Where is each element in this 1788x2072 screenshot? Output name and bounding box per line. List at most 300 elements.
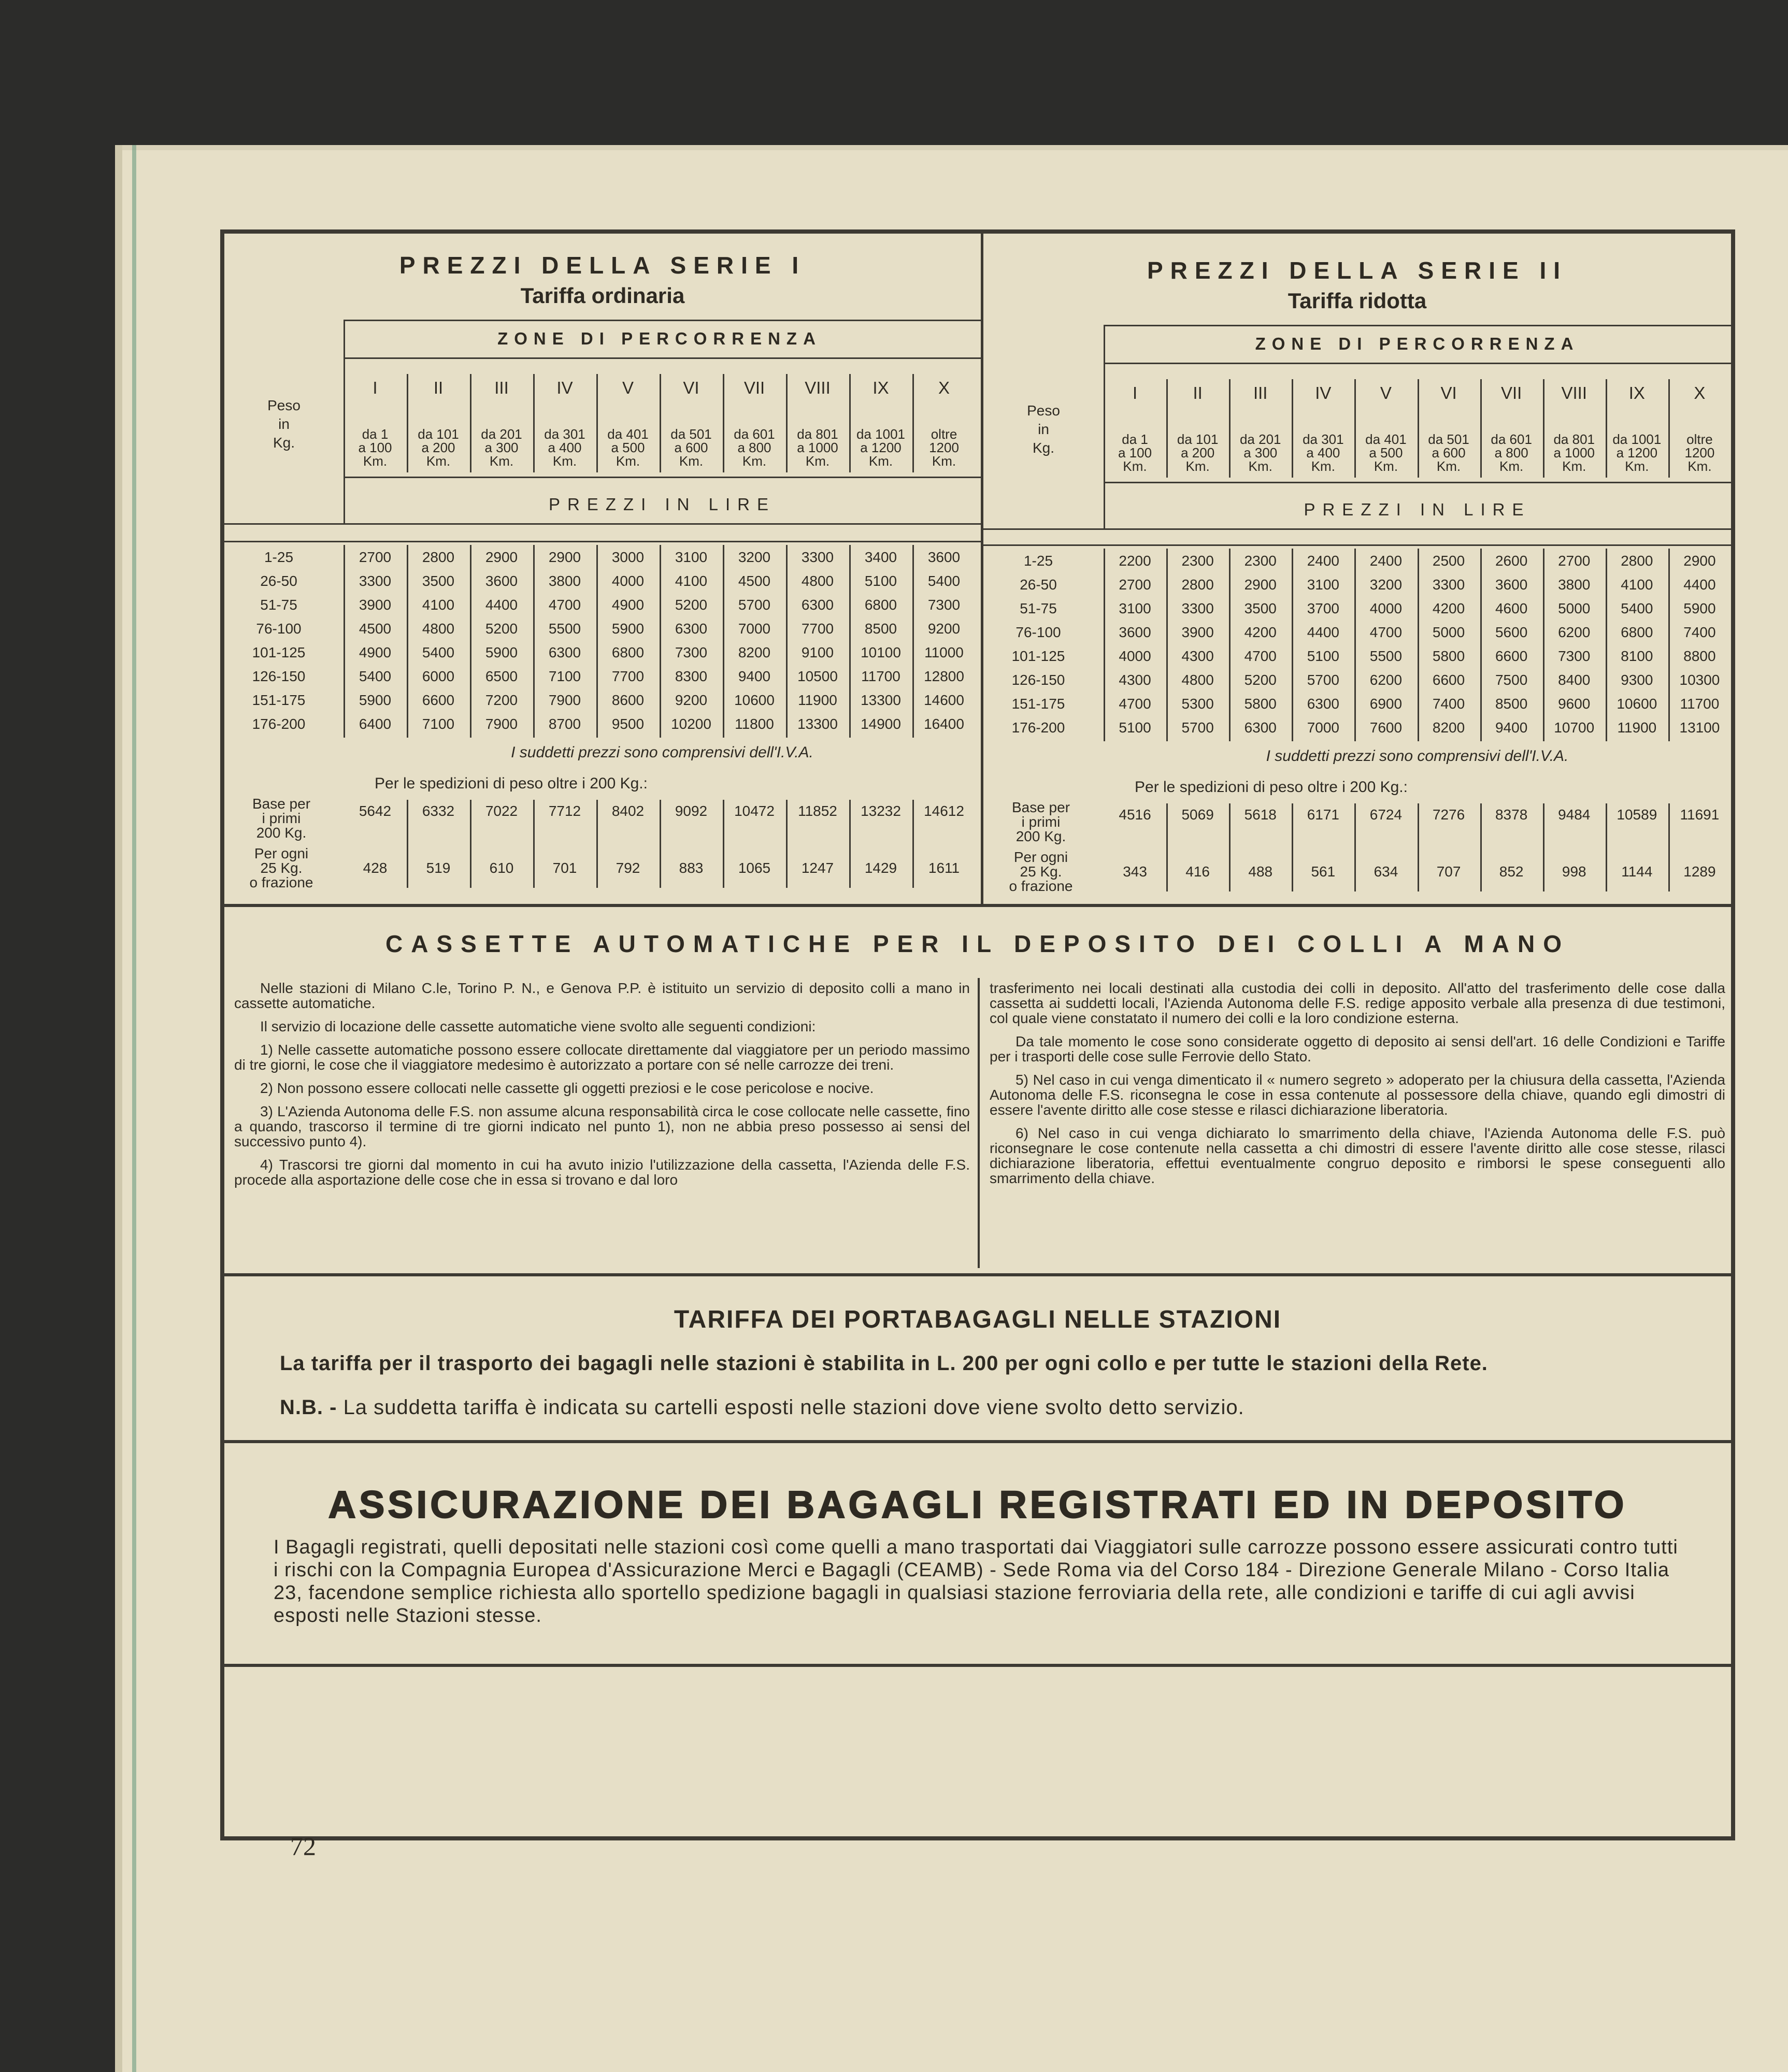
serie1-col-divider	[912, 374, 914, 472]
serie2-zone-range-3	[1229, 433, 1292, 473]
serie1-zone-8: VIII	[805, 378, 831, 397]
serie1-ogni-cell: 701	[552, 860, 577, 876]
serie2-range-line: Km.	[1374, 458, 1398, 474]
serie1-range-line: Km.	[489, 453, 514, 469]
serie1-base-cell: 5642	[359, 803, 392, 819]
serie1-range-line: oltre	[931, 426, 957, 442]
serie2-zone-range-6	[1418, 433, 1480, 473]
serie2-price-cell: 8200	[1432, 720, 1465, 736]
serie1-price-cell: 6500	[485, 668, 518, 684]
serie1-price-cell: 6000	[422, 668, 455, 684]
serie1-data-col-divider	[723, 545, 724, 738]
serie1-range-line: da 201	[481, 426, 522, 442]
serie2-title: PREZZI DELLA SERIE II	[1147, 257, 1568, 284]
cassette-paragraph: Da tale momento le cose sono considerate oggetto di deposito ai sensi dell'art. 16 delle Condizioni e Tariffe per i trasporti delle cose sulle Ferrovie dello Stato.	[990, 1033, 1725, 1064]
serie1-peso-label	[224, 396, 344, 452]
serie2-price-cell: 4400	[1307, 624, 1339, 640]
serie2-price-cell: 4200	[1432, 600, 1465, 616]
serie1-range-line: Km.	[616, 453, 640, 469]
serie2-base-label-line: 200 Kg.	[1015, 828, 1066, 844]
serie2-table	[983, 236, 1731, 909]
cassette-title: CASSETTE AUTOMATICHE PER IL DEPOSITO DEI COLLI A MANO	[385, 930, 1570, 957]
serie1-range-line: Km.	[742, 453, 767, 469]
serie2-price-cell: 13100	[1679, 720, 1720, 736]
serie1-zone-range-6	[660, 427, 723, 468]
serie1-price-cell: 8300	[675, 668, 708, 684]
serie2-price-cell: 4700	[1244, 648, 1277, 664]
serie2-range-line: 1200	[1684, 445, 1715, 461]
serie1-price-cell: 2900	[548, 549, 581, 565]
serie1-data-col-divider	[470, 545, 471, 738]
serie2-range-line: a 400	[1306, 445, 1340, 461]
serie2-zone-5: V	[1380, 383, 1392, 402]
serie2-price-cell: 7500	[1495, 672, 1528, 688]
serie1-title: PREZZI DELLA SERIE I	[399, 252, 806, 279]
cassette-left-column	[234, 981, 970, 1196]
serie2-weight-label: 26-50	[1020, 577, 1057, 593]
serie1-price-cell: 3000	[611, 549, 645, 565]
serie2-price-cell: 9400	[1495, 720, 1528, 736]
serie1-range-line: a 1200	[860, 440, 902, 455]
serie1-range-line: da 101	[418, 426, 459, 442]
serie1-price-cell: 8700	[548, 716, 581, 732]
serie2-base-label-line: Base per	[1011, 799, 1070, 815]
serie1-price-cell: 9200	[675, 692, 708, 708]
serie1-price-cell: 6300	[548, 644, 581, 660]
serie2-col-divider	[1543, 379, 1544, 478]
serie2-weight-label: 101-125	[1011, 648, 1065, 664]
serie2-price-cell: 5000	[1432, 624, 1465, 640]
serie2-weight-label: 126-150	[1011, 672, 1065, 688]
serie2-price-cell: 6600	[1495, 648, 1528, 664]
serie1-zone-1: I	[373, 378, 378, 397]
serie2-iva-note: I suddetti prezzi sono comprensivi dell'I.V.A.	[1266, 747, 1569, 765]
serie2-data-col-divider	[1543, 549, 1544, 741]
serie1-price-cell: 7000	[738, 621, 771, 637]
serie2-zone-7: VII	[1500, 383, 1522, 402]
serie2-head-line	[1104, 482, 1731, 483]
serie2-range-line: Km.	[1625, 458, 1649, 474]
serie1-ogni-cell: 1611	[928, 860, 960, 876]
serie1-zone-10: X	[938, 378, 950, 397]
serie2-range-line: a 600	[1432, 445, 1466, 461]
serie2-base-cell: 11691	[1680, 807, 1720, 823]
serie2-base-cell: 7276	[1432, 807, 1465, 823]
serie1-weight-label: 26-50	[260, 573, 297, 589]
serie1-price-cell: 5400	[927, 573, 961, 589]
serie1-weight-label: 101-125	[252, 644, 306, 660]
serie1-price-cell: 5100	[864, 573, 897, 589]
portabagagli-text: La tariffa per il trasporto dei bagagli nelle stazioni è stabilita in L. 200 per ogni collo e per tutte le stazioni della Rete.	[280, 1352, 1488, 1375]
serie1-zone-4: IV	[556, 378, 573, 397]
serie2-data-col-divider	[1354, 549, 1356, 741]
serie1-range-line: da 501	[670, 426, 712, 442]
serie1-data-col-divider	[660, 545, 661, 738]
serie1-price-cell: 4900	[359, 644, 392, 660]
serie2-price-cell: 6200	[1369, 672, 1403, 688]
serie1-price-cell: 3800	[548, 573, 581, 589]
serie2-price-cell: 11700	[1680, 696, 1720, 712]
serie1-range-line: a 300	[484, 440, 519, 455]
serie1-price-cell: 3900	[359, 597, 392, 613]
serie2-price-cell: 5100	[1119, 720, 1151, 736]
serie1-weight-label: 176-200	[252, 716, 306, 732]
serie2-range-line: da 301	[1303, 431, 1344, 447]
serie1-price-cell: 2800	[422, 549, 455, 565]
serie1-price-cell: 5400	[422, 644, 455, 660]
serie2-price-cell: 3200	[1369, 577, 1403, 593]
serie2-price-cell: 2900	[1244, 577, 1277, 593]
serie2-range-line: Km.	[1123, 458, 1147, 474]
serie2-price-cell: 7600	[1369, 720, 1403, 736]
serie1-range-line: Km.	[426, 453, 451, 469]
serie1-col-divider	[660, 374, 661, 472]
serie2-price-cell: 8800	[1683, 648, 1716, 664]
serie2-price-cell: 5500	[1369, 648, 1403, 664]
serie2-col-divider	[1606, 379, 1607, 478]
serie1-price-cell: 3400	[864, 549, 897, 565]
serie2-price-cell: 4000	[1119, 648, 1151, 664]
serie1-peso-line: Peso	[267, 397, 301, 413]
serie1-base-cell: 9092	[675, 803, 708, 819]
serie2-zone-3: III	[1253, 383, 1268, 402]
serie1-iva-note: I suddetti prezzi sono comprensivi dell'I.V.A.	[511, 744, 813, 761]
serie1-base-label-line: i primi	[262, 810, 301, 826]
serie1-price-cell: 14600	[924, 692, 964, 708]
serie1-base-col-divider	[849, 800, 851, 888]
serie1-base-cell: 13232	[861, 803, 901, 819]
cassette-paragraph: 4) Trascorsi tre giorni dal momento in cui ha avuto inizio l'utilizzazione della cassetta, l'Azienda delle F.S. procede alla asportazione delle cose che in essa si trovano e dal loro	[234, 1157, 970, 1188]
serie1-zone-2: II	[433, 378, 444, 397]
serie2-ogni-cell: 343	[1123, 864, 1147, 880]
serie1-base-label-line: 200 Kg.	[256, 825, 307, 841]
serie1-price-cell: 10600	[734, 692, 775, 708]
serie1-price-cell: 6300	[801, 597, 834, 613]
serie2-price-cell: 7400	[1432, 696, 1465, 712]
serie2-price-cell: 2800	[1181, 577, 1214, 593]
serie2-base-cell: 5618	[1244, 807, 1277, 823]
serie2-price-cell: 5400	[1621, 600, 1653, 616]
serie2-ogni-cell: 634	[1374, 864, 1398, 880]
serie1-range-line: a 200	[421, 440, 455, 455]
serie1-zone-range-2	[407, 427, 470, 468]
serie2-col-divider	[1418, 379, 1419, 478]
serie2-base-col-divider	[1354, 803, 1356, 891]
serie2-zone-title: ZONE DI PERCORRENZA	[1255, 334, 1580, 353]
serie2-price-cell: 6800	[1621, 624, 1653, 640]
serie2-price-cell: 2900	[1683, 553, 1716, 569]
serie2-data-col-divider	[1166, 549, 1168, 741]
serie2-prezzi-label: PREZZI IN LIRE	[1304, 500, 1531, 519]
serie2-weight-label: 1-25	[1023, 553, 1053, 569]
serie2-price-cell: 5800	[1244, 696, 1277, 712]
serie2-range-line: a 1200	[1616, 445, 1658, 461]
serie2-ogni-cell: 561	[1311, 864, 1336, 880]
serie2-price-cell: 2300	[1244, 553, 1277, 569]
serie1-price-cell: 3600	[485, 573, 518, 589]
serie1-zone-range-5	[596, 427, 660, 468]
serie2-price-cell: 11900	[1617, 720, 1657, 736]
serie2-price-cell: 2700	[1119, 577, 1151, 593]
serie2-oltre-note: Per le spedizioni di peso oltre i 200 Kg.:	[1135, 779, 1408, 796]
serie1-weight-label: 51-75	[260, 597, 297, 613]
serie1-price-cell: 4100	[422, 597, 455, 613]
cassette-paragraph: trasferimento nei locali destinati alla custodia dei colli in deposito. All'atto del trasferimento delle cose dalla cassetta ai suddetti locali, l'Azienda Autonoma delle F.S. redige apposito verbale alla presenza di due testimoni, col quale viene constatato il numero dei colli e la loro condizione esterna.	[990, 980, 1725, 1026]
serie2-base-col-divider	[1292, 803, 1293, 891]
serie2-price-cell: 7000	[1307, 720, 1339, 736]
serie1-price-cell: 8600	[611, 692, 645, 708]
serie2-range-line: Km.	[1687, 458, 1712, 474]
serie2-price-cell: 4000	[1369, 600, 1403, 616]
serie1-data-col-divider	[533, 545, 535, 738]
serie1-zone-range-1	[344, 427, 407, 468]
serie1-base-col-divider	[660, 800, 661, 888]
serie1-range-line: 1200	[929, 440, 959, 455]
portabagagli-title: TARIFFA DEI PORTABAGAGLI NELLE STAZIONI	[674, 1306, 1282, 1333]
serie2-price-cell: 3300	[1432, 577, 1465, 593]
serie1-base-col-divider	[786, 800, 788, 888]
serie1-price-cell: 16400	[924, 716, 964, 732]
serie1-data-col-divider	[596, 545, 598, 738]
serie1-price-cell: 3100	[675, 549, 708, 565]
serie2-price-cell: 4300	[1181, 648, 1214, 664]
serie1-price-cell: 10200	[671, 716, 711, 732]
serie2-price-cell: 3300	[1181, 600, 1214, 616]
cassette-paragraph: Nelle stazioni di Milano C.le, Torino P. N., e Genova P.P. è istituito un servizio di deposito colli a mano in cassette automatiche.	[234, 980, 970, 1011]
serie1-range-line: da 301	[544, 426, 585, 442]
serie1-price-cell: 9100	[801, 644, 834, 660]
serie1-zone-6: VI	[683, 378, 699, 397]
serie2-col-divider	[1354, 379, 1356, 478]
serie2-weight-label: 51-75	[1020, 600, 1057, 616]
serie1-price-cell: 10500	[797, 668, 838, 684]
serie2-peso-label	[983, 401, 1104, 457]
serie2-price-cell: 10300	[1679, 672, 1720, 688]
serie2-base-col-divider	[1418, 803, 1419, 891]
serie2-price-cell: 4400	[1683, 577, 1716, 593]
serie2-weight-label: 151-175	[1011, 696, 1065, 712]
serie1-zone-title: ZONE DI PERCORRENZA	[497, 329, 822, 348]
serie2-zone-line	[1104, 363, 1731, 364]
serie1-zone-range-7	[723, 427, 786, 468]
serie2-zone-10: X	[1694, 383, 1706, 402]
serie1-col-divider	[596, 374, 598, 472]
serie1-price-cell: 14900	[861, 716, 901, 732]
serie1-range-line: da 401	[607, 426, 649, 442]
serie2-base-label	[983, 800, 1098, 844]
serie1-price-cell: 12800	[924, 668, 964, 684]
serie2-price-cell: 5800	[1432, 648, 1465, 664]
serie1-price-cell: 7900	[548, 692, 581, 708]
serie2-zone-range-7	[1480, 433, 1543, 473]
serie2-price-cell: 7400	[1683, 624, 1716, 640]
serie1-zone-range-9	[849, 427, 912, 468]
serie2-zone-8: VIII	[1561, 383, 1587, 402]
serie2-price-cell: 5300	[1181, 696, 1214, 712]
serie1-price-cell: 5900	[485, 644, 518, 660]
assicurazione-text: I Bagagli registrati, quelli depositati nelle stazioni così come quelli a mano trasportati dai Viaggiatori sulle carrozze possono essere assicurati contro tutti i rischi con la Compagnia Europea d'Assicurazione Merci e Bagagli (CEAMB) - Sede Roma via del Corso 184 - Direzione Generale Milano - Corso Italia 23, facendone semplice richiesta allo sportello spedizione bagagli in qualsiasi stazione ferroviaria della rete, alle condizioni e tariffe di cui agli avvisi esposti nelle Stazioni stesse.	[274, 1536, 1678, 1627]
serie1-table	[224, 236, 981, 909]
serie2-price-cell: 8500	[1495, 696, 1528, 712]
serie2-data-col-divider	[1606, 549, 1607, 741]
serie1-price-cell: 4800	[801, 573, 834, 589]
serie2-price-cell: 10600	[1617, 696, 1657, 712]
serie2-range-line: Km.	[1185, 458, 1210, 474]
assicurazione-title: ASSICURAZIONE DEI BAGAGLI REGISTRATI ED IN DEPOSITO	[328, 1483, 1627, 1526]
serie1-zone-range-3	[470, 427, 533, 468]
divider-after-portabagagli	[224, 1440, 1731, 1443]
serie1-range-line: Km.	[552, 453, 577, 469]
serie1-data-col-divider	[849, 545, 851, 738]
serie1-zone-range-4	[533, 427, 596, 468]
serie2-price-cell: 5600	[1495, 624, 1528, 640]
serie2-ogni-cell: 1289	[1683, 864, 1716, 880]
serie2-zone-1: I	[1132, 383, 1138, 402]
serie2-data-col-divider	[1104, 549, 1105, 741]
serie2-data-col-divider	[1418, 549, 1419, 741]
serie2-base-cell: 6724	[1369, 807, 1403, 823]
serie1-price-cell: 5400	[359, 668, 392, 684]
serie1-ogni-label-line: o frazione	[249, 874, 313, 890]
serie2-range-line: oltre	[1686, 431, 1713, 447]
serie1-range-line: a 600	[674, 440, 708, 455]
serie1-data-col-divider	[912, 545, 914, 738]
serie1-zone-line	[344, 357, 981, 359]
serie2-col-divider	[1229, 379, 1231, 478]
serie2-base-cell: 4516	[1119, 807, 1151, 823]
serie2-price-cell: 2400	[1307, 553, 1339, 569]
serie2-price-cell: 6200	[1558, 624, 1591, 640]
serie2-range-line: da 201	[1239, 431, 1281, 447]
serie1-base-col-divider	[596, 800, 598, 888]
serie1-col-divider	[723, 374, 724, 472]
serie2-base-cell: 10589	[1617, 807, 1657, 823]
serie1-zone-range-8	[786, 427, 849, 468]
serie1-price-cell: 5200	[675, 597, 708, 613]
serie2-zone-4: IV	[1315, 383, 1332, 402]
serie1-base-col-divider	[470, 800, 471, 888]
serie1-range-line: a 400	[548, 440, 582, 455]
serie1-range-line: da 1	[362, 426, 389, 442]
serie2-price-cell: 4600	[1495, 600, 1528, 616]
serie2-ogni-cell: 998	[1562, 864, 1586, 880]
serie1-col-divider	[786, 374, 788, 472]
serie1-price-cell: 3600	[927, 549, 961, 565]
serie2-range-line: da 101	[1177, 431, 1219, 447]
nb-label: N.B. -	[280, 1396, 337, 1419]
serie1-price-cell: 4500	[738, 573, 771, 589]
serie1-ogni-cell: 428	[363, 860, 388, 876]
serie2-price-cell: 4700	[1119, 696, 1151, 712]
serie2-zone-range-8	[1543, 433, 1606, 473]
serie1-peso-divider	[344, 320, 345, 523]
serie1-base-cell: 10472	[734, 803, 775, 819]
serie2-range-line: a 100	[1118, 445, 1152, 461]
serie1-price-cell: 7200	[485, 692, 518, 708]
serie2-zone-range-9	[1606, 433, 1668, 473]
serie1-col-divider	[533, 374, 535, 472]
serie1-price-cell: 6600	[422, 692, 455, 708]
serie1-price-cell: 4400	[485, 597, 518, 613]
serie1-peso-line: Kg.	[273, 435, 295, 451]
serie2-price-cell: 5000	[1558, 600, 1591, 616]
serie2-data-col-divider	[1480, 549, 1482, 741]
serie1-price-cell: 3500	[422, 573, 455, 589]
serie1-price-cell: 7300	[675, 644, 708, 660]
serie2-peso-divider	[1104, 325, 1105, 528]
cassette-paragraph: Il servizio di locazione delle cassette automatiche viene svolto alle seguenti condizioni:	[260, 1018, 816, 1034]
portabagagli-note	[280, 1396, 1725, 1419]
serie2-base-col-divider	[1668, 803, 1670, 891]
serie2-data-col-divider	[1229, 549, 1231, 741]
serie1-price-cell: 13300	[797, 716, 838, 732]
serie2-zone-range-2	[1166, 433, 1229, 473]
serie1-ogni-cell: 792	[616, 860, 640, 876]
serie2-price-cell: 7300	[1558, 648, 1591, 664]
serie1-ogni-cell: 1247	[801, 860, 834, 876]
serie1-zone-5: V	[622, 378, 634, 397]
serie1-price-cell: 6800	[864, 597, 897, 613]
serie2-base-col-divider	[1543, 803, 1544, 891]
serie1-range-line: da 801	[797, 426, 838, 442]
cassette-paragraph: 3) L'Azienda Autonoma delle F.S. non assume alcuna responsabilità circa le cose collocate nelle cassette, fino a quando, trascorso il termine di tre giorni indicato nel punto 1), non ne abbia preso possesso ai sensi del successivo punto 4).	[234, 1103, 970, 1149]
serie1-price-cell: 11700	[861, 668, 900, 684]
serie1-ogni-label	[224, 846, 338, 890]
serie1-base-col-divider	[533, 800, 535, 888]
serie1-data-col-divider	[786, 545, 788, 738]
serie1-base-label	[224, 797, 338, 840]
serie2-price-cell: 5700	[1181, 720, 1214, 736]
serie2-base-label-line: i primi	[1021, 814, 1061, 830]
serie1-range-line: Km.	[932, 453, 956, 469]
serie2-base-cell: 8378	[1495, 807, 1528, 823]
serie1-col-divider	[470, 374, 471, 472]
serie1-price-cell: 2900	[485, 549, 518, 565]
serie2-range-line: da 1001	[1612, 431, 1662, 447]
serie1-price-cell: 3300	[801, 549, 834, 565]
serie2-price-cell: 5200	[1244, 672, 1277, 688]
serie1-subtitle: Tariffa ordinaria	[520, 283, 685, 308]
serie1-ogni-cell: 610	[489, 860, 514, 876]
serie2-base-cell: 6171	[1307, 807, 1339, 823]
serie2-price-cell: 3100	[1119, 600, 1151, 616]
serie2-zone-range-10	[1668, 433, 1731, 473]
serie1-range-line: a 1000	[797, 440, 838, 455]
serie2-base-col-divider	[1480, 803, 1482, 891]
serie1-price-cell: 9200	[927, 621, 961, 637]
serie2-price-cell: 4100	[1621, 577, 1653, 593]
serie1-price-cell: 5900	[611, 621, 645, 637]
serie1-range-line: a 500	[611, 440, 645, 455]
serie1-price-cell: 3200	[738, 549, 771, 565]
serie2-price-cell: 8400	[1558, 672, 1591, 688]
serie2-range-line: Km.	[1436, 458, 1461, 474]
serie1-price-cell: 4800	[422, 621, 455, 637]
serie2-rows-line	[983, 544, 1731, 546]
serie2-price-cell: 3800	[1558, 577, 1591, 593]
serie2-col-divider	[1292, 379, 1293, 478]
serie1-zone-line-top	[344, 320, 981, 321]
serie2-price-cell: 2800	[1621, 553, 1653, 569]
serie2-price-cell: 10700	[1554, 720, 1595, 736]
serie1-ogni-label-line: Per ogni	[254, 845, 309, 861]
serie2-price-cell: 4200	[1244, 624, 1277, 640]
serie1-base-col-divider	[912, 800, 914, 888]
serie1-weight-label: 1-25	[264, 549, 294, 565]
serie1-price-cell: 13300	[861, 692, 901, 708]
serie2-zone-9: IX	[1628, 383, 1645, 402]
serie1-ogni-cell: 1429	[864, 860, 897, 876]
